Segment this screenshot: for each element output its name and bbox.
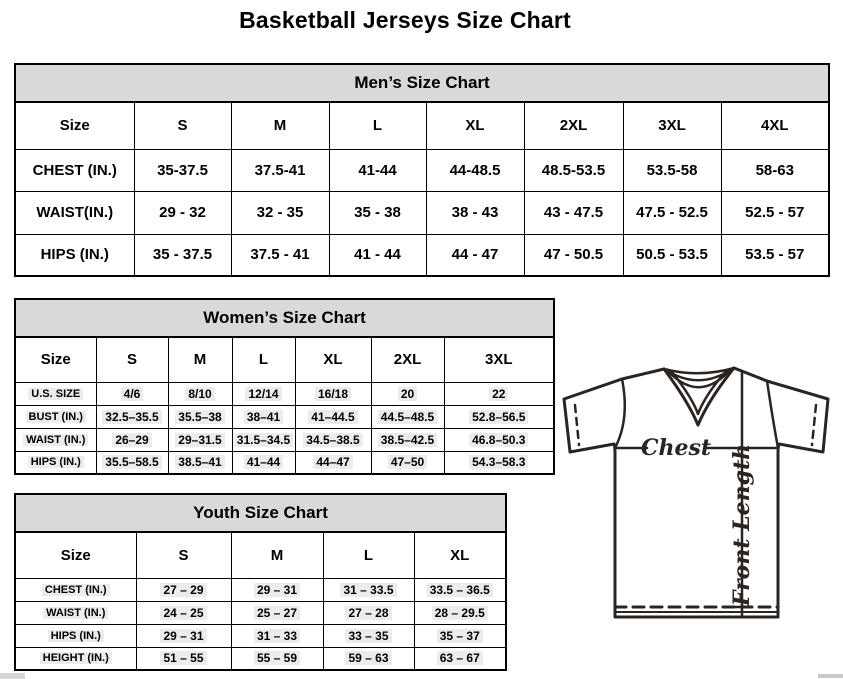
youth-size-chart-row-label: HIPS (IN.): [15, 624, 136, 647]
youth-size-chart-row: [15, 578, 506, 601]
mens-size-chart-cell: 37.5-41: [231, 149, 329, 191]
mens-size-chart-cell: 48.5-53.5: [524, 149, 623, 191]
mens-size-chart-header-2XL: 2XL: [524, 102, 623, 149]
womens-size-chart-row-label: HIPS (IN.): [15, 451, 96, 474]
youth-size-chart-table: [14, 493, 507, 671]
cropped-table-fragment: [0, 673, 25, 679]
youth-size-chart-header-row: [15, 532, 506, 578]
mens-size-chart-cell: 41-44: [329, 149, 426, 191]
jersey-outline: [564, 368, 828, 617]
youth-size-chart-cell: 33 – 35: [323, 624, 414, 647]
youth-size-chart-cell: 29 – 31: [136, 624, 231, 647]
womens-size-chart-cell: 16/18: [295, 382, 371, 405]
womens-size-chart-cell: 12/14: [232, 382, 295, 405]
youth-size-chart-header-S: S: [136, 532, 231, 578]
womens-size-chart-header-XL: XL: [295, 337, 371, 382]
mens-size-chart-cell: 38 - 43: [426, 191, 524, 234]
mens-size-chart-cell: 37.5 - 41: [231, 234, 329, 276]
front-length-label: Front Length: [729, 443, 755, 607]
womens-size-chart-row-label: U.S. SIZE: [15, 382, 96, 405]
womens-size-chart-cell: 44–47: [295, 451, 371, 474]
youth-size-chart-size-label: Size: [15, 532, 136, 578]
womens-size-chart-cell: 38.5–41: [168, 451, 232, 474]
mens-size-chart-cell: 43 - 47.5: [524, 191, 623, 234]
youth-size-chart-header-L: L: [323, 532, 414, 578]
womens-size-chart-cell: 20: [371, 382, 444, 405]
womens-size-chart-cell: 38–41: [232, 405, 295, 428]
womens-size-chart-row: [15, 382, 554, 405]
mens-size-chart-cell: 32 - 35: [231, 191, 329, 234]
youth-size-chart-cell: 33.5 – 36.5: [414, 578, 506, 601]
youth-size-chart-cell: 27 – 28: [323, 601, 414, 624]
womens-size-chart-cell: 31.5–34.5: [232, 428, 295, 451]
womens-size-chart-row: [15, 428, 554, 451]
mens-size-chart-cell: 41 - 44: [329, 234, 426, 276]
youth-size-chart-cell: 28 – 29.5: [414, 601, 506, 624]
womens-size-chart-header-L: L: [232, 337, 295, 382]
youth-size-chart-cell: 59 – 63: [323, 647, 414, 670]
mens-size-chart-title: Men’s Size Chart: [15, 64, 829, 102]
womens-size-chart-header-M: M: [168, 337, 232, 382]
youth-size-chart-cell: 51 – 55: [136, 647, 231, 670]
mens-size-chart-cell: 50.5 - 53.5: [623, 234, 721, 276]
womens-size-chart-row: [15, 451, 554, 474]
youth-size-chart-cell: 25 – 27: [231, 601, 323, 624]
womens-size-chart-cell: 8/10: [168, 382, 232, 405]
mens-size-chart-row-label: HIPS (IN.): [15, 234, 134, 276]
womens-size-chart-cell: 34.5–38.5: [295, 428, 371, 451]
womens-size-chart-cell: 35.5–38: [168, 405, 232, 428]
youth-size-chart-cell: 55 – 59: [231, 647, 323, 670]
youth-size-chart-cell: 27 – 29: [136, 578, 231, 601]
womens-size-chart-cell: 26–29: [96, 428, 168, 451]
mens-size-chart-row: [15, 234, 829, 276]
womens-size-chart-cell: 35.5–58.5: [96, 451, 168, 474]
mens-size-chart-cell: 29 - 32: [134, 191, 231, 234]
mens-size-chart-header-row: [15, 102, 829, 149]
womens-size-chart-cell: 29–31.5: [168, 428, 232, 451]
womens-size-chart-cell: 41–44: [232, 451, 295, 474]
youth-size-chart-cell: 31 – 33.5: [323, 578, 414, 601]
mens-size-chart-cell: 44-48.5: [426, 149, 524, 191]
mens-size-chart-cell: 47.5 - 52.5: [623, 191, 721, 234]
right-shoulder-seam: [767, 381, 778, 448]
left-shoulder-seam: [615, 379, 625, 448]
womens-size-chart-header-S: S: [96, 337, 168, 382]
womens-size-chart-cell: 22: [444, 382, 554, 405]
youth-size-chart-row-label: CHEST (IN.): [15, 578, 136, 601]
mens-size-chart-header-S: S: [134, 102, 231, 149]
chest-label: Chest: [640, 435, 712, 461]
womens-size-chart-cell: 44.5–48.5: [371, 405, 444, 428]
scrollbar-fragment: [818, 674, 843, 678]
jersey-measurement-diagram: [552, 357, 837, 627]
mens-size-chart-header-4XL: 4XL: [721, 102, 829, 149]
mens-size-chart-cell: 35 - 38: [329, 191, 426, 234]
mens-size-chart-row-label: CHEST (IN.): [15, 149, 134, 191]
womens-size-chart-row-label: BUST (IN.): [15, 405, 96, 428]
mens-size-chart-cell: 35 - 37.5: [134, 234, 231, 276]
youth-size-chart-row-label: HEIGHT (IN.): [15, 647, 136, 670]
youth-size-chart-header-M: M: [231, 532, 323, 578]
womens-size-chart-header-row: [15, 337, 554, 382]
mens-size-chart-header-XL: XL: [426, 102, 524, 149]
womens-size-chart-header-2XL: 2XL: [371, 337, 444, 382]
youth-size-chart-title: Youth Size Chart: [15, 494, 506, 532]
mens-size-chart-cell: 52.5 - 57: [721, 191, 829, 234]
womens-size-chart-size-label: Size: [15, 337, 96, 382]
womens-size-chart-table: [14, 298, 555, 475]
mens-size-chart-header-3XL: 3XL: [623, 102, 721, 149]
womens-size-chart-row: [15, 405, 554, 428]
mens-size-chart-cell: 58-63: [721, 149, 829, 191]
mens-size-chart-header-M: M: [231, 102, 329, 149]
womens-size-chart-row-label: WAIST (IN.): [15, 428, 96, 451]
mens-size-chart-cell: 53.5 - 57: [721, 234, 829, 276]
mens-size-chart-cell: 53.5-58: [623, 149, 721, 191]
womens-size-chart-cell: 32.5–35.5: [96, 405, 168, 428]
mens-size-chart-cell: 44 - 47: [426, 234, 524, 276]
youth-size-chart-cell: 63 – 67: [414, 647, 506, 670]
youth-size-chart-cell: 35 – 37: [414, 624, 506, 647]
womens-size-chart-cell: 4/6: [96, 382, 168, 405]
womens-size-chart-cell: 52.8–56.5: [444, 405, 554, 428]
youth-size-chart-row-label: WAIST (IN.): [15, 601, 136, 624]
mens-size-chart-table: [14, 63, 830, 277]
womens-size-chart-cell: 38.5–42.5: [371, 428, 444, 451]
womens-size-chart-header-3XL: 3XL: [444, 337, 554, 382]
page-title: Basketball Jerseys Size Chart: [239, 7, 571, 33]
youth-size-chart-cell: 24 – 25: [136, 601, 231, 624]
womens-size-chart-cell: 47–50: [371, 451, 444, 474]
mens-size-chart-size-label: Size: [15, 102, 134, 149]
mens-size-chart-row: [15, 191, 829, 234]
mens-size-chart-cell: 35-37.5: [134, 149, 231, 191]
youth-size-chart-cell: 29 – 31: [231, 578, 323, 601]
mens-size-chart-header-L: L: [329, 102, 426, 149]
left-cuff-dashed-line: [575, 405, 579, 445]
mens-size-chart-cell: 47 - 50.5: [524, 234, 623, 276]
womens-size-chart-cell: 46.8–50.3: [444, 428, 554, 451]
youth-size-chart-row: [15, 601, 506, 624]
youth-size-chart-row: [15, 647, 506, 670]
mens-size-chart-row: [15, 149, 829, 191]
youth-size-chart-row: [15, 624, 506, 647]
youth-size-chart-header-XL: XL: [414, 532, 506, 578]
womens-size-chart-cell: 54.3–58.3: [444, 451, 554, 474]
womens-size-chart-cell: 41–44.5: [295, 405, 371, 428]
mens-size-chart-row-label: WAIST(IN.): [15, 191, 134, 234]
womens-size-chart-title: Women’s Size Chart: [15, 299, 554, 337]
youth-size-chart-cell: 31 – 33: [231, 624, 323, 647]
right-cuff-dashed-line: [812, 405, 816, 445]
